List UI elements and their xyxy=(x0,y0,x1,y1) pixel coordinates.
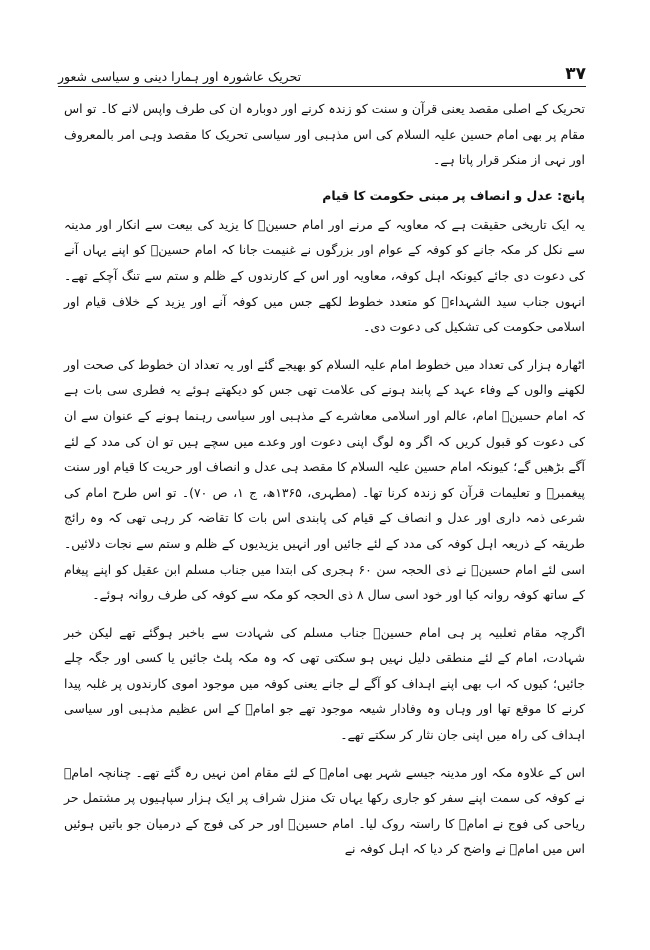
page-number: ۳۷ xyxy=(565,64,586,84)
section-heading: پانچ: عدل و انصاف پر مبنی حکومت کا قیام xyxy=(322,187,585,203)
paragraph-1: تحریک کے اصلی مقصد یعنی قرآن و سنت کو زندہ کرنے اور دوبارہ ان کی طرف واپس لانے کا۔ تو اس مقام پر بھی امام حسین علیہ السلام کی اس مذہبی اور سیاسی تحریک کا مقصد وہی امر بالمعروف اور نہی از منکر قرار پاتا ہے۔ xyxy=(64,101,585,168)
paragraph-3: اٹھارہ ہزار کی تعداد میں خطوط امام علیہ السلام کو بھیجے گئے اور یہ تعداد ان خطوط کی صحت اور لکھنے والوں کے وفاء عہد کے پابند ہونے کی علامت تھی جس کو دیکھتے ہوئے یہ فطری سی بات ہے کہ امام حسینؑ امام، عالم اور اسلامی معاشرے کے مذہبی اور سیاسی رہنما ہونے کے عنوان سے ان کی دعوت کو قبول کریں کہ اگر وہ لوگ اپنی دعوت اور وعدے میں سچے ہیں تو ان کی مدد کے لئے آگے بڑھیں گے؛ کیونکہ امام حسین علیہ السلام کا مقصد ہی عدل و انصاف اور حریت کا قیام اور سنت پیغمبرؐ و تعلیمات قرآن کو زندہ کرنا تھا۔ (مطہری، ۱۳۶۵ھ، ج ۱، ص ۷۰)۔ تو اس طرح امام کی شرعی ذمہ داری اور عدل و انصاف کے قیام کی پابندی اس بات کا تقاضہ کر رہی تھی کہ وہ رائج طریقہ کے ذریعہ اہل کوفہ کی مدد کے لئے جائیں اور انہیں یزیدیوں کے ظلم و ستم سے نجات دلائیں۔ اسی لئے امام حسینؑ نے ذی الحجہ سن ۶۰ ہجری کی ابتدا میں جناب مسلم ابن عقیل کو اپنے پیغام کے ساتھ کوفہ روانہ کیا اور خود اسی سال ۸ ذی الحجہ کو مکہ سے کوفہ کی طرف روانہ ہوئے۔ xyxy=(64,356,586,603)
header-rule xyxy=(58,86,586,87)
page-header xyxy=(58,58,586,84)
paragraph-4: اگرچہ مقام ثعلبیہ پر ہی امام حسینؑ جناب مسلم کی شہادت سے باخبر ہوگئے تھے لیکن خبر شہادت، امام کے لئے منطقی دلیل نہیں ہو سکتی تھی کہ وہ مکہ پلٹ جائیں یا کسی اور جگہ چلے جائیں؛ کیوں کہ اب بھی اپنے اہداف کو آگے لے جانے یعنی کوفہ میں موجود اموی کارندوں پر غلبہ پیدا کرنے کا موقع تھا اور وہاں وہ وفادار شیعہ موجود تھے جو امامؑ کے اس عظیم مذہبی اور سیاسی اہداف کی راہ میں اپنی جان نثار کر سکتے تھے۔ xyxy=(64,624,585,743)
paragraph-2: یہ ایک تاریخی حقیقت ہے کہ معاویہ کے مرنے اور امام حسینؑ کا یزید کی بیعت سے انکار اور مدینہ سے نکل کر مکہ جانے کو کوفہ کے عوام اور بزرگوں نے غنیمت جانا کہ امام حسینؑ کو اپنے یہاں آنے کی دعوت دی جائے کیونکہ اہل کوفہ، معاویہ اور اس کے کارندوں کے ظلم و ستم سے تنگ آچکے تھے۔ انہوں جناب سید الشہداءؑ کو متعدد خطوط لکھے جس میں کوفہ آنے اور یزید کے خلاف قیام اور اسلامی حکومت کی تشکیل کی دعوت دی۔ xyxy=(64,216,585,335)
page-body xyxy=(64,96,585,936)
running-title: تحریک عاشورہ اور ہمارا دینی و سیاسی شعور xyxy=(58,69,302,84)
paragraph-5: اس کے علاوہ مکہ اور مدینہ جیسے شہر بھی امامؑ کے لئے مقام امن نہیں رہ گئے تھے۔ چنانچہ امامؑ نے کوفہ کی سمت اپنے سفر کو جاری رکھا یہاں تک منزل شراف پر ایک ہزار سپاہیوں پر مشتمل حر ریاحی کی فوج نے امامؑ کا راستہ روک لیا۔ امام حسینؑ اور حر کی فوج کے درمیان جو باتیں ہوئیں اس میں امامؑ نے واضح کر دیا کہ اہل کوفہ نے xyxy=(64,764,585,857)
